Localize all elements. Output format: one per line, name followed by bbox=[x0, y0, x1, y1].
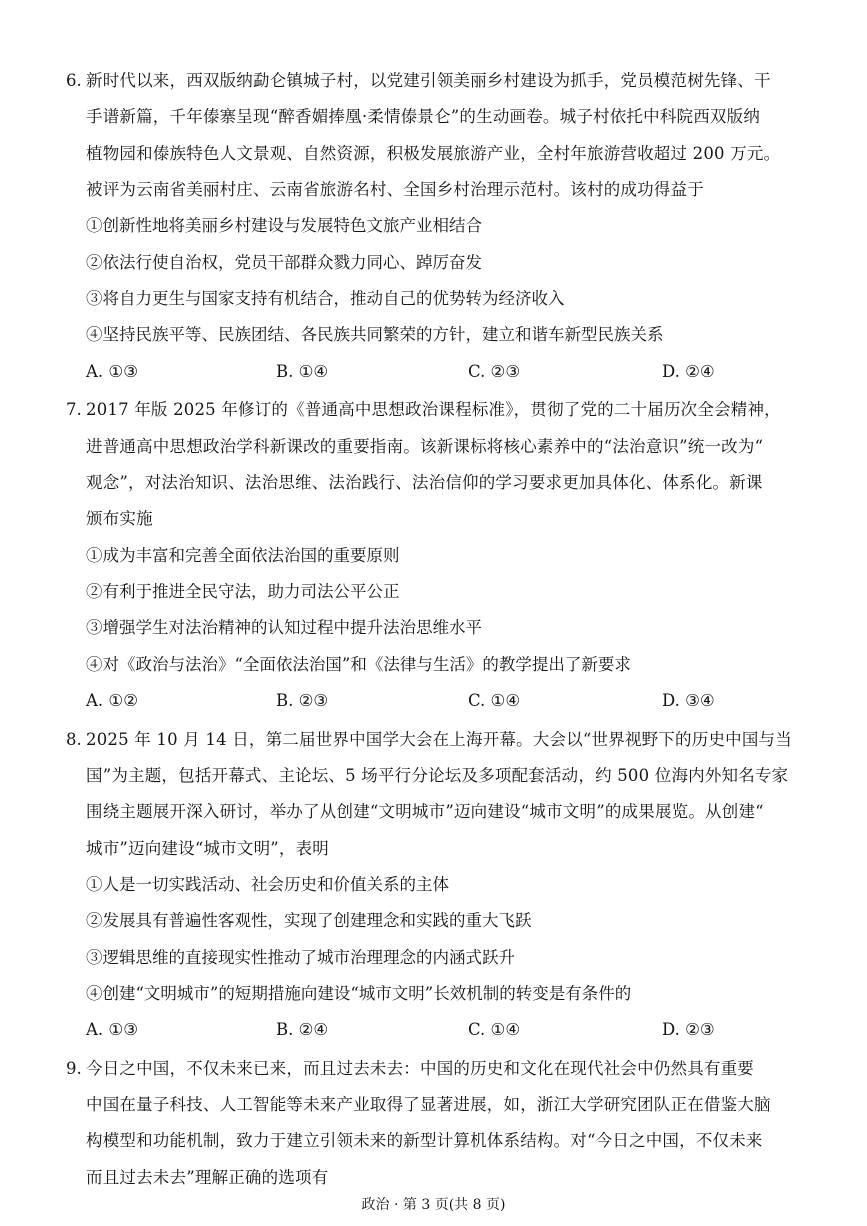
choice-b[interactable]: B. ②④ bbox=[276, 1020, 329, 1039]
choice-a[interactable]: A. ①② bbox=[86, 691, 138, 710]
question-stem-line: 2025 年 10 月 14 日，第二届世界中国学大会在上海开幕。大会以“世界视野下的历史中国与当 bbox=[86, 730, 792, 749]
question-stem-line: 而且过去未去”理解正确的选项有 bbox=[86, 1168, 329, 1187]
option-4: ④创建“文明城市”的短期措施向建设“城市文明”长效机制的转变是有条件的 bbox=[86, 984, 632, 1003]
question-number: 9. bbox=[66, 1059, 82, 1078]
page-footer: 政治 · 第 3 页(共 8 页) bbox=[361, 1197, 506, 1213]
choice-d[interactable]: D. ②④ bbox=[662, 362, 715, 381]
question-stem-line: 颁布实施 bbox=[86, 509, 153, 528]
question-number: 8. bbox=[66, 730, 82, 749]
question-stem-line: 新时代以来，西双版纳勐仑镇城子村，以党建引领美丽乡村建设为抓手，党员模范树先锋、干 bbox=[86, 71, 771, 90]
question-stem-line: 被评为云南省美丽村庄、云南省旅游名村、全国乡村治理示范村。该村的成功得益于 bbox=[86, 180, 704, 199]
choice-b[interactable]: B. ②③ bbox=[276, 691, 329, 710]
answer-choices bbox=[86, 361, 827, 383]
question-stem-line: 今日之中国，不仅未来已来，而且过去未去：中国的历史和文化在现代社会中仍然具有重要 bbox=[86, 1059, 754, 1078]
choice-c[interactable]: C. ①④ bbox=[468, 1020, 521, 1039]
option-1: ①成为丰富和完善全面依法治国的重要原则 bbox=[86, 546, 400, 565]
answer-choices bbox=[86, 690, 827, 712]
option-3: ③增强学生对法治精神的认知过程中提升法治思维水平 bbox=[86, 618, 482, 637]
option-4: ④坚持民族平等、民族团结、各民族共同繁荣的方针，建立和谐车新型民族关系 bbox=[86, 325, 664, 344]
question-stem-line: 城市”迈向建设“城市文明”，表明 bbox=[86, 839, 330, 858]
question-stem-line: 观念”，对法治知识、法治思维、法治践行、法治信仰的学习要求更加具体化、体系化。新课 bbox=[86, 473, 763, 492]
question-stem-line: 中国在量子科技、人工智能等未来产业取得了显著进展，如，浙江大学研究团队正在借鉴大脑 bbox=[86, 1095, 771, 1114]
choice-d[interactable]: D. ②③ bbox=[662, 1020, 715, 1039]
option-2: ②发展具有普遍性客观性，实现了创建理念和实践的重大飞跃 bbox=[86, 911, 532, 930]
question-stem-line: 构模型和功能机制，致力于建立引领未来的新型计算机体系结构。对“今日之中国，不仅未来 bbox=[86, 1131, 763, 1150]
question-stem-line: 2017 年版 2025 年修订的《普通高中思想政治课程标准》，贯彻了党的二十届历次全会精神， bbox=[86, 400, 781, 419]
option-2: ②依法行使自治权，党员干部群众戮力同心、踔厉奋发 bbox=[86, 253, 482, 272]
choice-c[interactable]: C. ①④ bbox=[468, 691, 521, 710]
question-stem-line: 围绕主题展开深入研讨，举办了从创建“文明城市”迈向建设“城市文明”的成果展览。从创建“ bbox=[86, 802, 764, 821]
option-3: ③将自力更生与国家支持有机结合，推动自己的优势转为经济收入 bbox=[86, 289, 565, 308]
option-3: ③逻辑思维的直接现实性推动了城市治理理念的内涵式跃升 bbox=[86, 948, 515, 967]
question-stem-line: 植物园和傣族特色人文景观、自然资源，积极发展旅游产业，全村年旅游营收超过 200 万元。 bbox=[86, 144, 781, 163]
question-number: 6. bbox=[66, 71, 82, 90]
option-4: ④对《政治与法治》“全面依法治国”和《法律与生活》的教学提出了新要求 bbox=[86, 655, 631, 674]
question-stem-line: 手谱新篇，千年傣寨呈现“醉香媚捧凰·柔情傣景仑”的生动画卷。城子村依托中科院西双版纳 bbox=[86, 107, 761, 126]
option-1: ①创新性地将美丽乡村建设与发展特色文旅产业相结合 bbox=[86, 216, 482, 235]
question-stem-line: 国”为主题，包括开幕式、主论坛、5 场平行分论坛及多项配套活动，约 500 位海内外知名专家 bbox=[86, 766, 789, 785]
choice-a[interactable]: A. ①③ bbox=[86, 362, 138, 381]
choice-d[interactable]: D. ③④ bbox=[662, 691, 715, 710]
choice-a[interactable]: A. ①③ bbox=[86, 1020, 138, 1039]
option-2: ②有利于推进全民守法，助力司法公平公正 bbox=[86, 582, 400, 601]
option-1: ①人是一切实践活动、社会历史和价值关系的主体 bbox=[86, 875, 449, 894]
question-stem-line: 进普通高中思想政治学科新课改的重要指南。该新课标将核心素养中的“法治意识”统一改为“ bbox=[86, 437, 764, 456]
choice-c[interactable]: C. ②③ bbox=[468, 362, 521, 381]
answer-choices bbox=[86, 1019, 827, 1041]
question-number: 7. bbox=[66, 400, 82, 419]
choice-b[interactable]: B. ①④ bbox=[276, 362, 329, 381]
